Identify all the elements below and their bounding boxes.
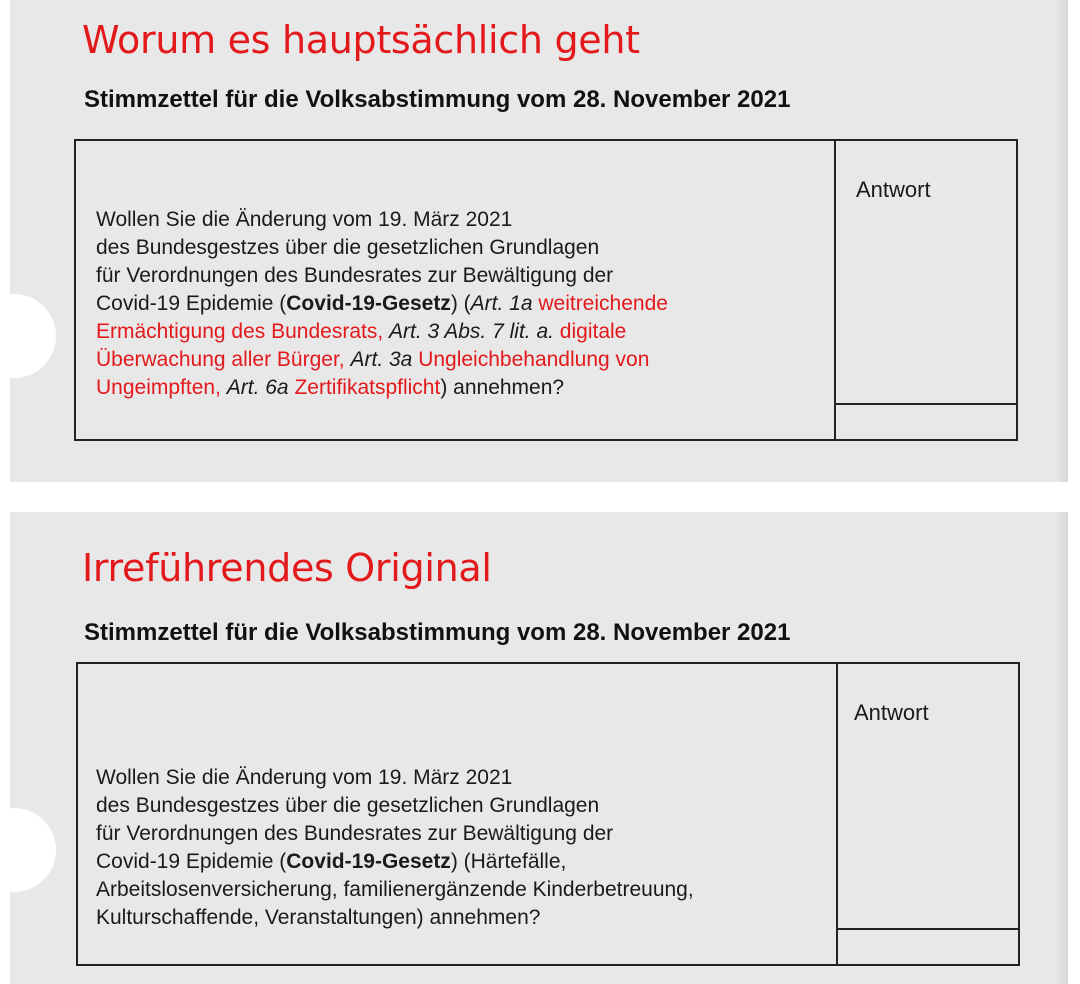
answer-column (834, 139, 1018, 441)
article-ref: Art. 3 Abs. 7 lit. a. (389, 320, 560, 343)
ballot-title: Stimmzettel für die Volksabstimmung vom 28. November 2021 (84, 619, 791, 646)
ballot-title: Stimmzettel für die Volksabstimmung vom 28. November 2021 (84, 86, 791, 113)
ballot-question: Wollen Sie die Änderung vom 19. März 2021 des Bundesgestzes über die gesetzlichen Grundlagen für Verordnungen des Bundesrates zur Bewältigung der Covid-19 Epidemie (Covid-19-Gesetz) (Art. 1a weitreichende Ermächtigung des Bundesrats, Art. 3 Abs. 7 lit. a. digitale Überwachung aller Bürger, Art. 3a Ungleichbehandlung von Ungeimpften, Art. 6a Zertifikatspflicht) annehmen? (96, 208, 668, 399)
ballot-question: Wollen Sie die Änderung vom 19. März 2021 des Bundesgestzes über die gesetzlichen Grundlagen für Verordnungen des Bundesrates zur Bewältigung der Covid-19 Epidemie (Covid-19-Gesetz) (Härtefälle, Arbeitslosenversicherung, familienergänzende Kinderbetreuung, Kulturschaffende, Veranstaltungen) annehmen? (96, 766, 694, 929)
punch-hole (10, 294, 56, 378)
article-ref: Art. 1a (470, 292, 539, 315)
card-heading: Worum es hauptsächlich geht (82, 18, 640, 62)
comparison-card-main-issue (10, 0, 1068, 482)
highlighted-issue: Ungleichbehandlung von (418, 348, 650, 371)
ballot-box (74, 139, 1018, 441)
highlighted-issue: Zertifikatspflicht (294, 376, 441, 399)
answer-label: Antwort (854, 700, 929, 725)
card-edge-shadow (1056, 512, 1068, 984)
highlighted-issue: Ermächtigung des Bundesrats, (96, 320, 389, 343)
law-name: Covid-19-Gesetz (286, 850, 451, 873)
highlighted-issue: Überwachung aller Bürger, (96, 348, 351, 371)
ballot-box (76, 662, 1020, 966)
article-ref: Art. 3a (350, 348, 419, 371)
card-heading: Irreführendes Original (82, 546, 492, 590)
comparison-card-original (10, 512, 1068, 984)
answer-label: Antwort (856, 177, 931, 202)
highlighted-issue: weitreichende (538, 292, 668, 315)
article-ref: Art. 6a (226, 376, 295, 399)
highlighted-issue: digitale (559, 320, 627, 343)
answer-field[interactable] (836, 403, 1016, 439)
highlighted-issue: Ungeimpften, (96, 376, 227, 399)
punch-hole (10, 808, 56, 892)
card-edge-shadow (1056, 0, 1068, 482)
answer-field[interactable] (838, 928, 1018, 964)
law-name: Covid-19-Gesetz (286, 292, 451, 315)
answer-column (836, 662, 1020, 966)
